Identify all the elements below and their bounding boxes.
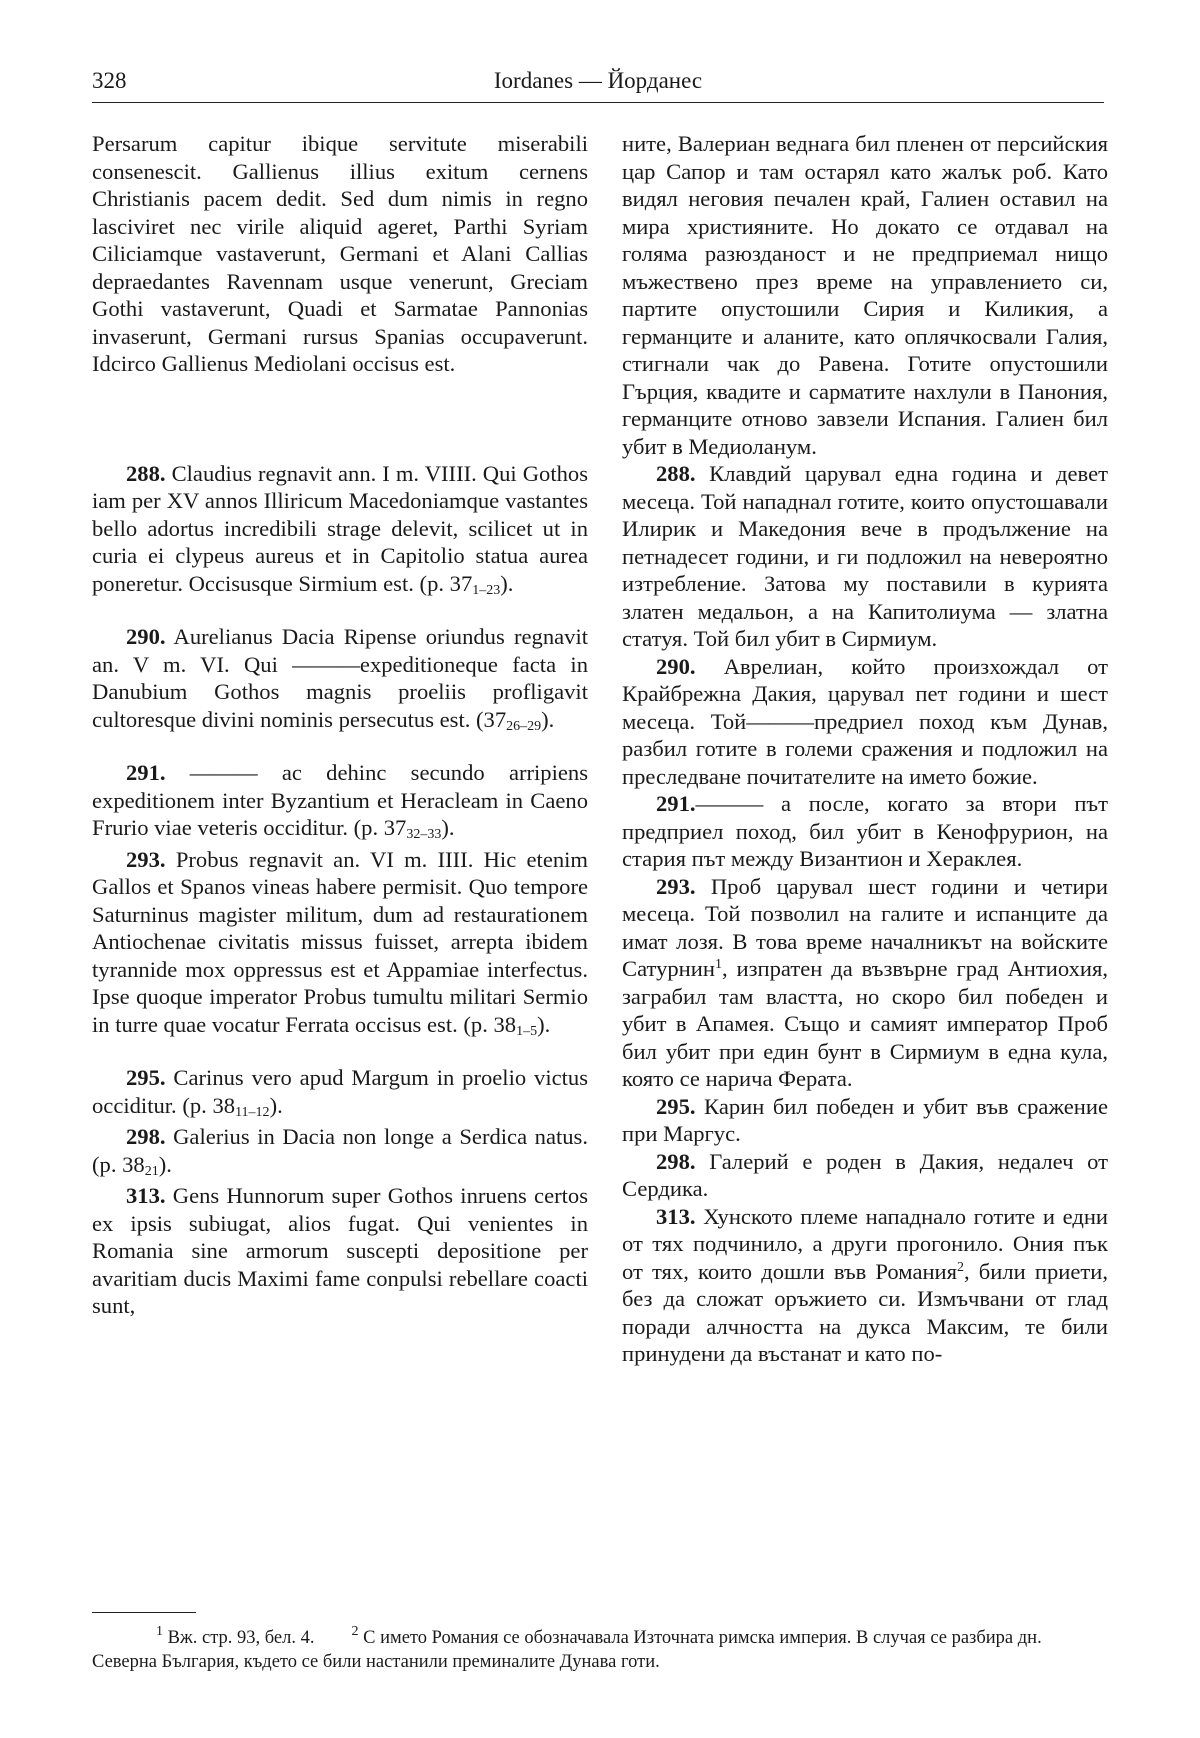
bulgarian-paragraph-298: [622, 1148, 1108, 1203]
reference-lines: 1–5: [516, 1023, 538, 1039]
latin-paragraph-313: [92, 1182, 588, 1320]
page-number: 328: [92, 68, 127, 93]
footnote-marker: 2: [351, 1624, 359, 1639]
paragraph-end: ).: [537, 1011, 551, 1037]
latin-paragraph-295: [92, 1064, 588, 1119]
paragraph-text-cont: , били приети, без да сложат оръжието си. Измъчвани от глад поради алчността на дукса Максим, те били принудени да въстанат и като по-: [622, 1258, 1108, 1366]
bulgarian-paragraph-288: [622, 460, 1108, 653]
footnote-2: С името Романия се обозначавала Източната римска империя. В случая се разбира дн. Северна България, където се били настанили преминалите Дунава готи.: [92, 1628, 1042, 1672]
paragraph-number: 298.: [656, 1148, 696, 1174]
bulgarian-paragraph-291: [622, 790, 1108, 873]
paragraph-text: Gens Hunnorum super Gothos inruens certos ex ipsis subiugat, alios fugat. Qui venientes in Romania sine armorum suscepti depositione per avaritiam ducis Maximi fame conpulsi rebellare coacti sunt,: [92, 1183, 588, 1318]
paragraph-number: 293.: [656, 873, 696, 899]
footnote-marker: 1: [156, 1624, 163, 1639]
paragraph-text: Claudius regnavit ann. I m. VIIII. Qui Gothos iam per XV annos Illiricum Macedoniamque vastantes bello adortus incredibili strage delevit, scilicet ut in curia ei clypeus aureus et in Capitolio statua aurea poneretur. Occisusque Sirmium est. (p. 37: [92, 460, 588, 596]
reference-lines: 1–23: [472, 582, 501, 598]
footnote-text: [92, 1626, 1108, 1674]
paragraph-number: 293.: [126, 846, 166, 872]
paragraph-number: 290.: [656, 653, 696, 679]
paragraph-number: 298.: [126, 1124, 166, 1149]
bulgarian-paragraph-313: [622, 1203, 1108, 1368]
paragraph-end: ).: [441, 815, 455, 840]
running-title: Iordanes — Йорданес: [493, 68, 703, 93]
latin-paragraph-290: [92, 623, 588, 733]
latin-paragraph-intro: Persarum capitur ibique servitute miserabili consenescit. Gallienus illius exitum cernens Christianis pacem dedit. Sed dum nimis in regno lasciviret nec virile aliquid ageret, Parthi Syriam Ciliciamque vastaverunt, Germani et Alani Callias depraedantes Ravennam usque venerunt, Greciam Gothi vastaverunt, Quadi et Sarmatae Pannonias invaserunt, Germani rursus Spanias occupaverunt. Idcirco Gallienus Mediolani occisus est.: [92, 131, 588, 376]
bulgarian-column: [622, 130, 1108, 1368]
latin-paragraph-288: [92, 460, 588, 598]
paragraph-text: Хунското племе нападнало готите и едни от тях подчинило, а други прогонило. Ония пък от тях, които дошли във Романия: [622, 1203, 1108, 1284]
paragraph-text: Карин бил победен и убит във сражение при Маргус.: [622, 1093, 1108, 1146]
latin-column: [92, 130, 588, 1320]
latin-paragraph-291: [92, 759, 588, 842]
paragraph-number: 313.: [656, 1203, 696, 1229]
footnote-divider: [92, 1612, 196, 1613]
reference-lines: 11–12: [235, 1104, 270, 1120]
paragraph-text: Аврелиан, който произхождал от Крайбрежна Дакия, царувал пет години и шест месеца. Той———предриел поход към Дунав, разбил готите в големи сражения и подложил на преследване почитателите на името божие.: [622, 653, 1108, 789]
footnote-1: Вж. стр. 93, бел. 4.: [163, 1628, 315, 1648]
paragraph-text: Carinus vero apud Margum in proelio victus occiditur. (p. 38: [92, 1065, 588, 1118]
reference-lines: 21: [144, 1163, 159, 1179]
paragraph-number: 313.: [126, 1183, 166, 1208]
paragraph-text: Probus regnavit an. VI m. IIII. Hic etenim Gallos et Spanos vineas habere permisit. Quo tempore Saturninus magister militum, dum ad restaurationem Antiochenae civitatis missus fuisset, arrepta ibidem tyrannide mox oppressus est et Appamiae interfectus. Ipse quoque imperator Probus tumultu militari Sermio in turre quae vocatur Ferrata occisus est. (p. 38: [92, 846, 588, 1037]
footnotes: [92, 1626, 1108, 1674]
paragraph-number: 291.: [656, 791, 696, 816]
paragraph-end: ).: [500, 570, 514, 596]
paragraph-number: 291.: [126, 760, 166, 785]
paragraph-text: ——— а после, когато за втори път предприел поход, бил убит в Кенофрурион, на стария път между Византион и Хераклея.: [622, 791, 1108, 871]
bulgarian-paragraph-290: [622, 653, 1108, 791]
paragraph-number: 288.: [126, 460, 166, 486]
bulgarian-paragraph-295: [622, 1093, 1108, 1148]
paragraph-number: 288.: [656, 461, 696, 486]
paragraph-number: 295.: [126, 1065, 166, 1090]
paragraph-text: Galerius in Dacia non longe a Serdica natus. (p. 38: [92, 1124, 588, 1177]
paragraph-end: ).: [269, 1092, 283, 1118]
paragraph-text: Галерий е роден в Дакия, недалеч от Сердика.: [622, 1148, 1108, 1201]
paragraph-text-cont: , изпратен да възвърне град Антиохия, заграбил там властта, но скоро бил победен и убит в Апамея. Също и самият император Проб бил убит при един бунт в Сирмиум в една кула, която се нарича Ферата.: [622, 956, 1108, 1091]
paragraph-end: ).: [541, 706, 555, 732]
reference-lines: 26–29: [506, 718, 542, 734]
paragraph-text: ——— ac dehinc secundo arripiens expeditionem inter Byzantium et Heracleam in Caeno Frurio viae veteris occiditur. (p. 37: [92, 760, 588, 840]
latin-paragraph-293: [92, 846, 588, 1039]
footnote-marker: 2: [957, 1259, 965, 1275]
paragraph-number: 295.: [656, 1093, 696, 1119]
paragraph-text: Проб царувал шест години и четири месеца. Той позволил на галите и испанците да имат лозя. В това време началникът на войските Сатурнин: [622, 873, 1108, 981]
page-header: [92, 66, 1104, 103]
paragraph-end: ).: [158, 1151, 172, 1177]
latin-paragraph-298: [92, 1123, 588, 1178]
bulgarian-paragraph-293: [622, 873, 1108, 1093]
paragraph-text: Клавдий царувал една година и девет месеца. Той нападнал готите, които опустошавали Илирик и Македония вече в продължение на петнадесет години, и ги подложил на невероятно изтребление. Затова му поставили в курията златен медальон, а на Капитолиума — златна статуя. Той бил убит в Сирмиум.: [622, 461, 1108, 651]
footnote-marker: 1: [714, 957, 722, 972]
paragraph-text: Aurelianus Dacia Ripense oriundus regnavit an. V m. VI. Qui ———expeditioneque facta in Danubium Gothos magnis proeliis profligavit cultoresque divini nominis persecutus est. (37: [92, 624, 588, 732]
reference-lines: 32–33: [406, 827, 442, 842]
paragraph-number: 290.: [126, 624, 166, 649]
bulgarian-paragraph-intro: ните, Валериан веднага бил пленен от персийския цар Сапор и там остарял като жалък роб. Като видял неговия печален край, Галиен оставил на мира християните. Но докато се отдавал на голяма разюзданост и не предприемал нищо мъжествено през време на управлението си, партите опустошили Сирия и Киликия, а германците и аланите, като оплячкосвали Галия, стигнали чак до Равена. Готите опустошили Гърция, квадите и сарматите нахлули в Панония, германците отново завзели Испания. Галиен бил убит в Медиоланум.: [622, 131, 1108, 459]
